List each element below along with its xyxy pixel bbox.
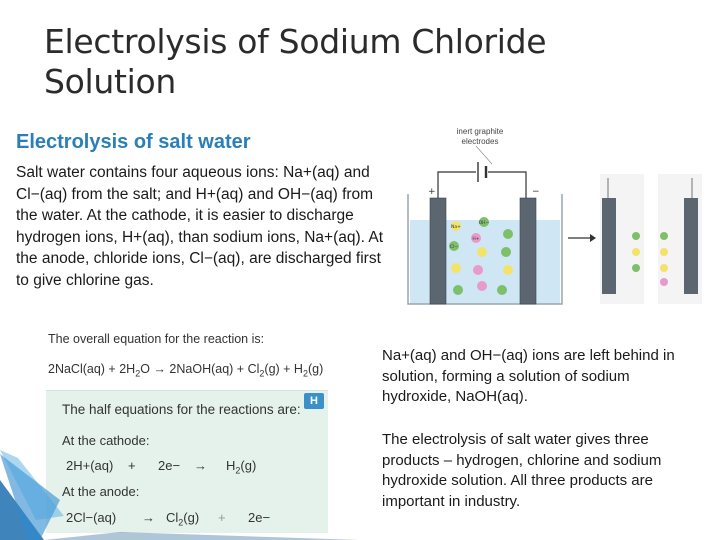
- eq-right-e: (g): [307, 362, 324, 376]
- eq-arrow: →: [153, 362, 166, 376]
- cathode-electrons: 2e−: [158, 458, 181, 473]
- corner-decoration: [0, 440, 360, 540]
- ion-label: Na+: [451, 225, 461, 230]
- anode-label: At the anode:: [62, 484, 140, 499]
- cathode-electrode: [520, 198, 536, 304]
- eq-right-sub-1: 2: [259, 368, 265, 379]
- ion-na: [451, 263, 461, 273]
- half-equations-title: The half equations for the reactions are:: [62, 402, 301, 417]
- ion-h: [477, 281, 487, 291]
- cathode-arrow: →: [194, 458, 207, 473]
- eq-left-sub: 2: [135, 368, 141, 379]
- cathode-plus: +: [128, 458, 136, 473]
- higher-tier-badge: H: [304, 393, 324, 409]
- eq-left-a: 2NaCl(aq) + 2H: [48, 362, 136, 376]
- cathode-product-state: (g): [240, 458, 257, 473]
- ion-oh: [453, 285, 463, 295]
- cathode-product-sub: 2: [235, 465, 241, 476]
- electrode-label-line-2: electrodes: [461, 137, 499, 146]
- process-arrow-head: [590, 234, 596, 242]
- electrode-label-line-1: inert graphite: [456, 127, 504, 136]
- side-paragraph-1: Na+(aq) and OH−(aq) ions are left behind in solution, forming a solution of sodium hydroxide, NaOH(aq).: [382, 347, 675, 405]
- anode-electrode: [430, 198, 446, 304]
- anode-product-sub: 2: [178, 517, 184, 528]
- ion-label: OH−: [478, 221, 490, 226]
- anode-plus: +: [218, 510, 226, 525]
- ion-na: [503, 265, 513, 275]
- eq-right-c: (g) + H: [264, 362, 303, 376]
- zoom-cathode-electrode: [684, 198, 698, 294]
- ion-na: [477, 247, 487, 257]
- ion-label: H+: [472, 237, 480, 242]
- intro-paragraph: Salt water contains four aqueous ions: Na+(aq) and Cl−(aq) from the salt; and H+(aq) and OH−(aq) from the water. At the cathode, it is easier to discharge hydrogen ions, H+(aq), than sodium ions, Na+(aq). At the anode, chloride ions, Cl−(aq), are discharged first to give chlorine gas.: [16, 164, 384, 289]
- cathode-product-symbol: H: [226, 458, 236, 473]
- overall-equation-label: The overall equation for the reaction is:: [48, 332, 265, 346]
- section-heading: Electrolysis of salt water: [16, 131, 251, 153]
- ion-cl: [497, 285, 507, 295]
- cathode-reactant: 2H+(aq): [66, 458, 114, 473]
- side-paragraph-2: The electrolysis of salt water gives three products – hydrogen, chlorine and sodium hydroxide solution. All three products are important in industry.: [382, 431, 662, 510]
- anode-product-symbol: Cl: [166, 510, 179, 525]
- overall-equation: [48, 362, 323, 379]
- anode-arrow: →: [142, 510, 155, 525]
- slide-title: Electrolysis of Sodium Chloride Solution: [44, 22, 547, 101]
- battery-symbol: [478, 162, 486, 182]
- circuit-wire: [438, 172, 476, 202]
- ion-h: [473, 265, 483, 275]
- ion-cl: [503, 229, 513, 239]
- circuit-wire-right: [488, 172, 526, 202]
- cathode-label: At the cathode:: [62, 433, 150, 448]
- anode-electrons: 2e−: [248, 510, 271, 525]
- eq-left-c: O: [140, 362, 150, 376]
- eq-right-a: 2NaOH(aq) + Cl: [169, 362, 260, 376]
- zoom-anode-electrode: [602, 198, 616, 294]
- anode-reactant: 2Cl−(aq): [66, 510, 117, 525]
- label-pointer: [476, 146, 492, 164]
- anode-product-state: (g): [183, 510, 200, 525]
- ion-oh: [501, 247, 511, 257]
- ion-label: Cl−: [449, 245, 459, 250]
- plus-sign: +: [428, 187, 436, 197]
- eq-right-sub-2: 2: [302, 368, 308, 379]
- electrolysis-diagram: [396, 124, 708, 306]
- minus-sign: −: [532, 187, 540, 197]
